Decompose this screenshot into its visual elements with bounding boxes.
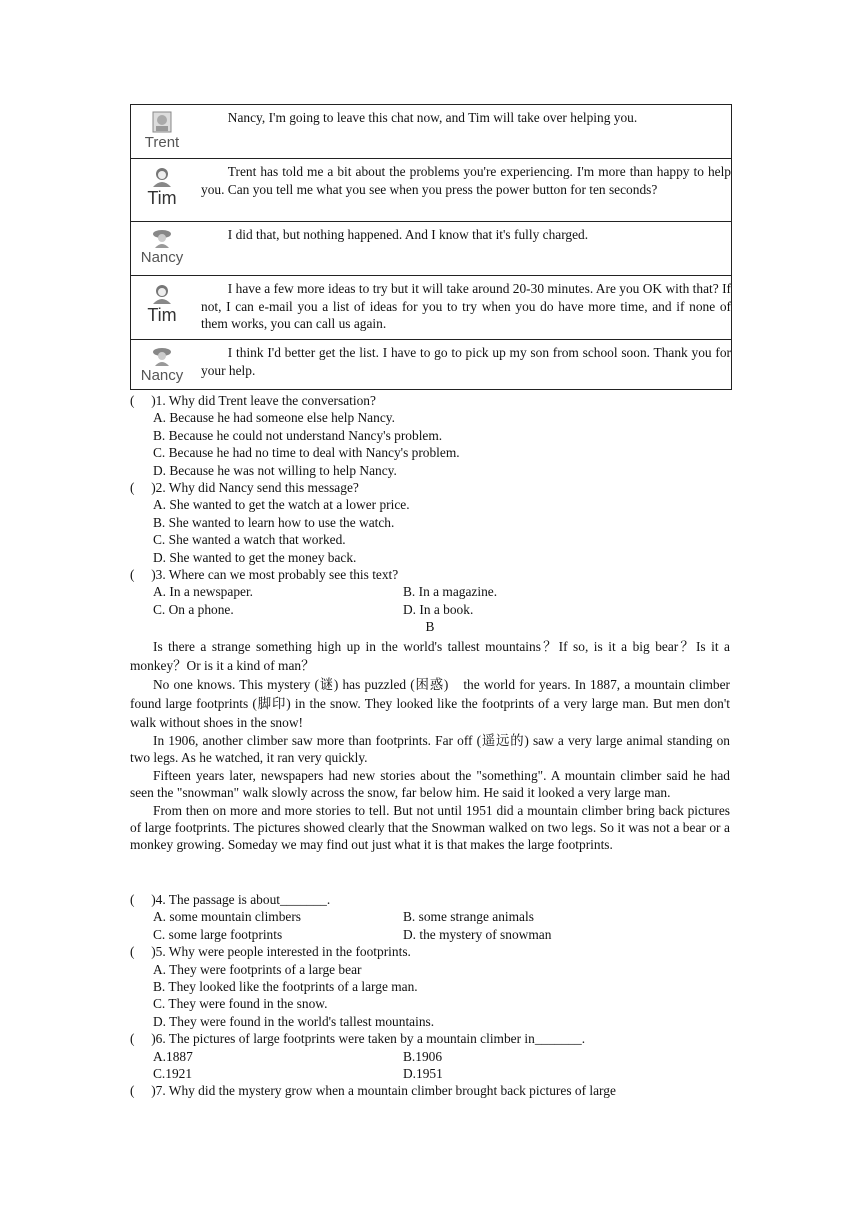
answer-option: C. some large footprints bbox=[153, 926, 283, 942]
question-stem: ( )2. Why did Nancy send this message? bbox=[130, 480, 359, 496]
answer-option: B. In a magazine. bbox=[403, 584, 498, 600]
answer-option: B. Because he could not understand Nancy's problem. bbox=[153, 427, 443, 443]
question-stem: ( )1. Why did Trent leave the conversation? bbox=[130, 393, 376, 408]
avatar bbox=[131, 105, 193, 158]
passage-paragraph: Is there a strange something high up in the world's tallest mountains？If so, is it a big bear？Is it a monkey？Or is it a kind of man？ bbox=[130, 639, 730, 673]
answer-option: D. the mystery of snowman bbox=[403, 926, 552, 942]
passage-paragraph: Fifteen years later, newspapers had new stories about the "something". A mountain climber said he had seen the "snowman" walk slowly across the snow, far below him. He said it looked a very large man. bbox=[130, 767, 730, 801]
chat-message bbox=[131, 159, 731, 222]
chat-message bbox=[131, 105, 731, 159]
answer-option: B. They looked like the footprints of a large man. bbox=[153, 979, 418, 995]
chat-sender-name: Nancy bbox=[140, 367, 184, 384]
answer-option: C. They were found in the snow. bbox=[153, 996, 328, 1012]
passage-paragraph: No one knows. This mystery (谜) has puzzled (困惑) the world for years. In 1887, a mountain climber found large footprints (脚印) in the snow. They looked like the footprints of a very large man. But men don't walk without shoes in the snow! bbox=[130, 677, 730, 730]
chat-message bbox=[131, 276, 731, 340]
person-avatar-icon bbox=[150, 282, 174, 304]
question-stem: ( )4. The passage is about_______. bbox=[130, 892, 331, 907]
chat-sender-name: Nancy bbox=[140, 249, 184, 266]
answer-option: A. She wanted to get the watch at a lower price. bbox=[153, 497, 410, 513]
answer-option: D. She wanted to get the money back. bbox=[153, 549, 357, 565]
answer-option: A.1887 bbox=[153, 1048, 193, 1064]
question-stem: ( )6. The pictures of large footprints were taken by a mountain climber in_______. bbox=[130, 1031, 586, 1047]
chat-message-text: Nancy, I'm going to leave this chat now, and Tim will take over helping you. bbox=[227, 110, 638, 125]
chat-message-text: I think I'd better get the list. I have to go to pick up my son from school soon. Thank you for your help. bbox=[201, 345, 731, 378]
answer-option: A. They were footprints of a large bear bbox=[153, 961, 362, 977]
answer-option: A. Because he had someone else help Nancy. bbox=[153, 410, 395, 426]
avatar bbox=[131, 222, 193, 275]
question-stem: ( )3. Where can we most probably see this text? bbox=[130, 567, 399, 583]
person-avatar-icon bbox=[150, 165, 174, 187]
chat-sender-name: Tim bbox=[147, 305, 177, 325]
person-avatar-icon bbox=[151, 346, 173, 366]
avatar bbox=[131, 340, 193, 389]
avatar bbox=[131, 159, 193, 221]
reading-passage bbox=[130, 637, 730, 854]
passage-paragraph: From then on more and more stories to tell. But not until 1951 did a mountain climber bring back pictures of large footprints. The pictures showed clearly that the Snowman walked on two legs. So it was not a bear or a monkey growing. Someday we may find out just what it is that makes the large footprints. bbox=[130, 802, 730, 853]
question-block bbox=[130, 891, 730, 1100]
person-avatar-icon bbox=[151, 111, 173, 133]
chat-transcript bbox=[130, 104, 732, 390]
avatar bbox=[131, 276, 193, 339]
chat-message bbox=[131, 222, 731, 276]
question-stem: ( )7. Why did the mystery grow when a mountain climber brought back pictures of large bbox=[130, 1083, 616, 1099]
chat-message-text: I did that, but nothing happened. And I know that it's fully charged. bbox=[227, 227, 589, 242]
answer-option: C. On a phone. bbox=[153, 601, 234, 617]
answer-option: D. They were found in the world's tallest mountains. bbox=[153, 1013, 435, 1029]
answer-option: B. She wanted to learn how to use the watch. bbox=[153, 514, 395, 530]
answer-option: D. Because he was not willing to help Nancy. bbox=[153, 462, 397, 478]
answer-option: A. In a newspaper. bbox=[153, 584, 254, 600]
passage-paragraph: In 1906, another climber saw more than footprints. Far off (遥远的) saw a very large animal standing on two legs. As he watched, it ran very quickly. bbox=[130, 733, 730, 766]
section-heading: B bbox=[425, 619, 435, 635]
chat-message-text: Trent has told me a bit about the problems you're experiencing. I'm more than happy to help you. Can you tell me what you see when you press the power button for ten seconds? bbox=[201, 164, 731, 197]
question-block bbox=[130, 392, 730, 636]
answer-option: C.1921 bbox=[153, 1066, 193, 1082]
chat-sender-name: Trent bbox=[144, 134, 180, 151]
answer-option: C. She wanted a watch that worked. bbox=[153, 532, 346, 548]
chat-message-text: I have a few more ideas to try but it will take around 20-30 minutes. Are you OK with that? If not, I can e-mail you a list of ideas for you to try when you do have more time, and if none of them works, you can call us again. bbox=[201, 281, 731, 331]
answer-option: B.1906 bbox=[403, 1048, 443, 1064]
chat-sender-name: Tim bbox=[147, 188, 177, 208]
chat-message bbox=[131, 340, 731, 389]
answer-option: A. some mountain climbers bbox=[153, 909, 302, 925]
answer-option: C. Because he had no time to deal with Nancy's problem. bbox=[153, 445, 460, 461]
person-avatar-icon bbox=[151, 228, 173, 248]
answer-option: D.1951 bbox=[403, 1066, 443, 1082]
question-stem: ( )5. Why were people interested in the footprints. bbox=[130, 944, 411, 960]
answer-option: D. In a book. bbox=[403, 601, 474, 617]
answer-option: B. some strange animals bbox=[403, 909, 534, 925]
